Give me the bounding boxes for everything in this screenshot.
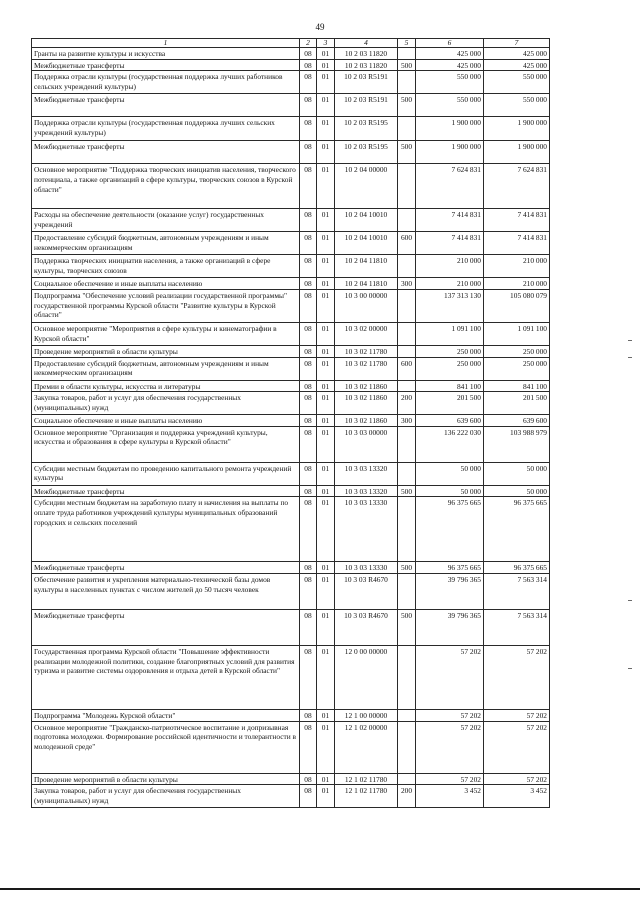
- row-amount-2-cell: 3 452: [484, 785, 550, 808]
- table-row: [32, 646, 550, 710]
- row-expense-type-cell: [398, 462, 416, 485]
- row-amount-1-cell: 39 796 365: [416, 574, 484, 610]
- row-name-cell: Закупка товаров, работ и услуг для обеспечения государственных (муниципальных) нужд: [32, 785, 300, 808]
- row-target-code-cell: 10 3 02 11860: [335, 392, 398, 415]
- row-section-cell: 08: [300, 485, 317, 497]
- row-subsection-cell: 01: [317, 48, 335, 60]
- row-expense-type-cell: 500: [398, 141, 416, 164]
- row-name-cell: Подпрограмма "Обеспечение условий реализации государственной программы" государственной программы Курской области "Развитие культуры в Курской области": [32, 289, 300, 322]
- header-cell-subsection: 3: [317, 39, 335, 48]
- row-name-cell: Поддержка отрасли культуры (государственная поддержка лучших работников сельских учреждений культуры): [32, 71, 300, 94]
- row-amount-2-cell: 57 202: [484, 721, 550, 773]
- row-amount-1-cell: 136 222 030: [416, 426, 484, 462]
- row-name-cell: Обеспечение развития и укрепления материально-технической базы домов культуры в населенных пунктах с числом жителей до 50 тысяч человек: [32, 574, 300, 610]
- row-target-code-cell: 10 2 04 00000: [335, 164, 398, 209]
- row-amount-2-cell: 425 000: [484, 59, 550, 71]
- row-name-cell: Межбюджетные трансферты: [32, 94, 300, 117]
- header-cell-section: 2: [300, 39, 317, 48]
- row-amount-1-cell: 1 900 000: [416, 117, 484, 141]
- row-target-code-cell: 10 3 03 13320: [335, 485, 398, 497]
- table-row: [32, 232, 550, 255]
- row-amount-1-cell: 7 414 831: [416, 232, 484, 255]
- table-row: [32, 59, 550, 71]
- row-name-cell: Социальное обеспечение и иные выплаты населению: [32, 415, 300, 427]
- row-name-cell: Межбюджетные трансферты: [32, 562, 300, 574]
- row-section-cell: 08: [300, 141, 317, 164]
- row-target-code-cell: 10 3 03 13330: [335, 562, 398, 574]
- row-target-code-cell: 10 3 02 11860: [335, 380, 398, 392]
- table-row: [32, 117, 550, 141]
- table-row: [32, 48, 550, 60]
- row-expense-type-cell: [398, 322, 416, 345]
- row-amount-1-cell: 210 000: [416, 255, 484, 278]
- row-name-cell: Межбюджетные трансферты: [32, 59, 300, 71]
- row-subsection-cell: 01: [317, 164, 335, 209]
- row-subsection-cell: 01: [317, 255, 335, 278]
- row-amount-2-cell: 7 624 831: [484, 164, 550, 209]
- row-amount-2-cell: 550 000: [484, 71, 550, 94]
- row-amount-1-cell: 1 091 100: [416, 322, 484, 345]
- row-section-cell: 08: [300, 278, 317, 290]
- table-row: [32, 357, 550, 380]
- row-subsection-cell: 01: [317, 497, 335, 562]
- row-target-code-cell: 10 2 03 R5191: [335, 94, 398, 117]
- row-section-cell: 08: [300, 59, 317, 71]
- row-expense-type-cell: 500: [398, 562, 416, 574]
- row-expense-type-cell: 300: [398, 415, 416, 427]
- table-row: [32, 574, 550, 610]
- table-row: [32, 380, 550, 392]
- row-name-cell: Основное мероприятие "Организация и поддержка учреждений культуры, искусства и образования в сфере культуры в Курской области": [32, 426, 300, 462]
- row-amount-2-cell: 57 202: [484, 773, 550, 785]
- row-target-code-cell: 10 2 03 11820: [335, 59, 398, 71]
- row-expense-type-cell: [398, 497, 416, 562]
- row-section-cell: 08: [300, 345, 317, 357]
- row-target-code-cell: 10 2 03 11820: [335, 48, 398, 60]
- row-amount-2-cell: 841 100: [484, 380, 550, 392]
- header-cell-name: 1: [32, 39, 300, 48]
- row-target-code-cell: 12 0 00 00000: [335, 646, 398, 710]
- row-section-cell: 08: [300, 646, 317, 710]
- row-section-cell: 08: [300, 773, 317, 785]
- row-target-code-cell: 10 2 04 10010: [335, 232, 398, 255]
- row-amount-1-cell: 57 202: [416, 721, 484, 773]
- row-expense-type-cell: 500: [398, 94, 416, 117]
- row-expense-type-cell: [398, 380, 416, 392]
- row-amount-1-cell: 250 000: [416, 345, 484, 357]
- row-subsection-cell: 01: [317, 278, 335, 290]
- table-row: [32, 426, 550, 462]
- row-amount-2-cell: 7 414 831: [484, 209, 550, 232]
- row-expense-type-cell: [398, 426, 416, 462]
- row-amount-2-cell: 50 000: [484, 485, 550, 497]
- row-amount-1-cell: 425 000: [416, 59, 484, 71]
- row-amount-1-cell: 50 000: [416, 485, 484, 497]
- table-row: [32, 164, 550, 209]
- row-amount-1-cell: 425 000: [416, 48, 484, 60]
- row-amount-2-cell: 103 988 979: [484, 426, 550, 462]
- row-name-cell: Государственная программа Курской области "Повышение эффективности реализации молодежной политики, создание благоприятных условий для развития туризма и развитие системы оздоровления и отдыха детей в Курской области": [32, 646, 300, 710]
- row-name-cell: Премии в области культуры, искусства и литературы: [32, 380, 300, 392]
- row-name-cell: Межбюджетные трансферты: [32, 141, 300, 164]
- row-subsection-cell: 01: [317, 117, 335, 141]
- row-amount-1-cell: 550 000: [416, 71, 484, 94]
- row-expense-type-cell: 500: [398, 610, 416, 646]
- row-expense-type-cell: 500: [398, 485, 416, 497]
- table-header: [32, 39, 550, 48]
- row-section-cell: 08: [300, 255, 317, 278]
- row-expense-type-cell: [398, 71, 416, 94]
- row-section-cell: 08: [300, 71, 317, 94]
- row-amount-1-cell: 7 414 831: [416, 209, 484, 232]
- row-name-cell: Закупка товаров, работ и услуг для обеспечения государственных (муниципальных) нужд: [32, 392, 300, 415]
- row-amount-2-cell: 105 080 079: [484, 289, 550, 322]
- header-cell-amount-2: 7: [484, 39, 550, 48]
- row-target-code-cell: 10 2 04 10010: [335, 209, 398, 232]
- row-name-cell: Социальное обеспечение и иные выплаты населению: [32, 278, 300, 290]
- row-subsection-cell: 01: [317, 610, 335, 646]
- row-expense-type-cell: [398, 710, 416, 722]
- page-bottom-rule: [0, 888, 640, 890]
- row-target-code-cell: 10 2 04 11810: [335, 278, 398, 290]
- row-subsection-cell: 01: [317, 574, 335, 610]
- row-name-cell: Основное мероприятие "Поддержка творческих инициатив населения, творческого потенциала, а также организаций в сфере культуры, творческих союзов в Курской области": [32, 164, 300, 209]
- row-amount-2-cell: 96 375 665: [484, 562, 550, 574]
- table-row: [32, 785, 550, 808]
- row-target-code-cell: 12 1 02 00000: [335, 721, 398, 773]
- row-expense-type-cell: [398, 345, 416, 357]
- table-row: [32, 610, 550, 646]
- row-name-cell: Основное мероприятие "Гражданско-патриотическое воспитание и допризывная подготовка молодежи. Формирование российской идентичности и толерантности в молодежной среде": [32, 721, 300, 773]
- row-subsection-cell: 01: [317, 141, 335, 164]
- table-row: [32, 71, 550, 94]
- row-amount-1-cell: 3 452: [416, 785, 484, 808]
- row-target-code-cell: 12 1 02 11780: [335, 773, 398, 785]
- row-subsection-cell: 01: [317, 392, 335, 415]
- row-target-code-cell: 10 3 03 R4670: [335, 574, 398, 610]
- row-expense-type-cell: [398, 289, 416, 322]
- row-amount-1-cell: 137 313 130: [416, 289, 484, 322]
- row-amount-2-cell: 50 000: [484, 462, 550, 485]
- row-subsection-cell: 01: [317, 773, 335, 785]
- row-expense-type-cell: [398, 646, 416, 710]
- row-target-code-cell: 10 2 03 R5195: [335, 141, 398, 164]
- row-name-cell: Гранты на развитие культуры и искусства: [32, 48, 300, 60]
- row-amount-2-cell: 250 000: [484, 345, 550, 357]
- row-target-code-cell: 10 3 02 11780: [335, 357, 398, 380]
- row-amount-2-cell: 201 500: [484, 392, 550, 415]
- row-subsection-cell: 01: [317, 59, 335, 71]
- header-row: [32, 39, 550, 48]
- table-row: [32, 485, 550, 497]
- row-subsection-cell: 01: [317, 721, 335, 773]
- row-amount-1-cell: 96 375 665: [416, 497, 484, 562]
- row-name-cell: Основное мероприятие "Мероприятия в сфере культуры и кинематографии в Курской области": [32, 322, 300, 345]
- row-amount-2-cell: 210 000: [484, 255, 550, 278]
- row-subsection-cell: 01: [317, 94, 335, 117]
- row-amount-1-cell: 210 000: [416, 278, 484, 290]
- row-target-code-cell: 10 2 04 11810: [335, 255, 398, 278]
- row-subsection-cell: 01: [317, 209, 335, 232]
- row-subsection-cell: 01: [317, 71, 335, 94]
- row-amount-1-cell: 201 500: [416, 392, 484, 415]
- header-cell-amount-1: 6: [416, 39, 484, 48]
- row-section-cell: 08: [300, 574, 317, 610]
- row-section-cell: 08: [300, 610, 317, 646]
- row-name-cell: Межбюджетные трансферты: [32, 610, 300, 646]
- row-target-code-cell: 10 2 03 R5195: [335, 117, 398, 141]
- row-target-code-cell: 12 1 02 11780: [335, 785, 398, 808]
- row-subsection-cell: 01: [317, 232, 335, 255]
- row-subsection-cell: 01: [317, 426, 335, 462]
- table-row: [32, 209, 550, 232]
- row-target-code-cell: 10 3 03 R4670: [335, 610, 398, 646]
- row-amount-1-cell: 639 600: [416, 415, 484, 427]
- table-row: [32, 710, 550, 722]
- row-name-cell: Расходы на обеспечение деятельности (оказание услуг) государственных учреждений: [32, 209, 300, 232]
- row-name-cell: Проведение мероприятий в области культуры: [32, 345, 300, 357]
- table-row: [32, 141, 550, 164]
- row-amount-1-cell: 39 796 365: [416, 610, 484, 646]
- row-expense-type-cell: 200: [398, 392, 416, 415]
- row-expense-type-cell: [398, 117, 416, 141]
- row-name-cell: Предоставление субсидий бюджетным, автономным учреждениям и иным некоммерческим организациям: [32, 232, 300, 255]
- row-amount-1-cell: 50 000: [416, 462, 484, 485]
- table-row: [32, 289, 550, 322]
- row-amount-2-cell: 210 000: [484, 278, 550, 290]
- row-amount-1-cell: 250 000: [416, 357, 484, 380]
- row-expense-type-cell: 500: [398, 59, 416, 71]
- row-subsection-cell: 01: [317, 357, 335, 380]
- row-amount-1-cell: 7 624 831: [416, 164, 484, 209]
- row-section-cell: 08: [300, 415, 317, 427]
- row-section-cell: 08: [300, 380, 317, 392]
- row-expense-type-cell: [398, 48, 416, 60]
- row-target-code-cell: 10 3 03 13330: [335, 497, 398, 562]
- row-amount-2-cell: 7 563 314: [484, 574, 550, 610]
- table-row: [32, 278, 550, 290]
- row-amount-2-cell: 550 000: [484, 94, 550, 117]
- row-section-cell: 08: [300, 426, 317, 462]
- row-section-cell: 08: [300, 562, 317, 574]
- row-amount-1-cell: 57 202: [416, 710, 484, 722]
- budget-table: [31, 38, 550, 808]
- row-expense-type-cell: 200: [398, 785, 416, 808]
- row-section-cell: 08: [300, 289, 317, 322]
- row-subsection-cell: 01: [317, 462, 335, 485]
- row-section-cell: 08: [300, 462, 317, 485]
- row-amount-1-cell: 57 202: [416, 646, 484, 710]
- row-name-cell: Межбюджетные трансферты: [32, 485, 300, 497]
- page-number: 49: [315, 22, 325, 32]
- row-target-code-cell: 10 3 02 11860: [335, 415, 398, 427]
- table-row: [32, 773, 550, 785]
- table-row: [32, 345, 550, 357]
- header-cell-expense-type: 5: [398, 39, 416, 48]
- table-row: [32, 462, 550, 485]
- row-section-cell: 08: [300, 209, 317, 232]
- row-expense-type-cell: [398, 574, 416, 610]
- header-cell-target-code: 4: [335, 39, 398, 48]
- row-target-code-cell: 10 3 03 00000: [335, 426, 398, 462]
- row-section-cell: 08: [300, 497, 317, 562]
- row-subsection-cell: 01: [317, 710, 335, 722]
- row-name-cell: Поддержка творческих инициатив населения, а также организаций в сфере культуры, творческих союзов: [32, 255, 300, 278]
- row-section-cell: 08: [300, 117, 317, 141]
- row-expense-type-cell: 600: [398, 232, 416, 255]
- row-section-cell: 08: [300, 721, 317, 773]
- row-subsection-cell: 01: [317, 345, 335, 357]
- table-row: [32, 94, 550, 117]
- row-subsection-cell: 01: [317, 646, 335, 710]
- row-subsection-cell: 01: [317, 785, 335, 808]
- row-subsection-cell: 01: [317, 289, 335, 322]
- table-row: [32, 392, 550, 415]
- row-target-code-cell: 12 1 00 00000: [335, 710, 398, 722]
- row-target-code-cell: 10 3 03 13320: [335, 462, 398, 485]
- row-name-cell: Предоставление субсидий бюджетным, автономным учреждениям и иным некоммерческим организациям: [32, 357, 300, 380]
- budget-table-container: [31, 38, 550, 808]
- row-section-cell: 08: [300, 710, 317, 722]
- row-section-cell: 08: [300, 48, 317, 60]
- scan-margin-marks: [628, 0, 634, 905]
- row-amount-2-cell: 7 563 314: [484, 610, 550, 646]
- row-name-cell: Субсидии местным бюджетам по проведению капитального ремонта учреждений культуры: [32, 462, 300, 485]
- row-subsection-cell: 01: [317, 415, 335, 427]
- row-amount-2-cell: 425 000: [484, 48, 550, 60]
- row-section-cell: 08: [300, 392, 317, 415]
- table-row: [32, 497, 550, 562]
- row-target-code-cell: 10 3 00 00000: [335, 289, 398, 322]
- row-amount-2-cell: 96 375 665: [484, 497, 550, 562]
- row-section-cell: 08: [300, 785, 317, 808]
- row-expense-type-cell: [398, 773, 416, 785]
- row-expense-type-cell: [398, 209, 416, 232]
- row-name-cell: Поддержка отрасли культуры (государственная поддержка лучших сельских учреждений культуры): [32, 117, 300, 141]
- table-body: [32, 48, 550, 808]
- row-name-cell: Проведение мероприятий в области культуры: [32, 773, 300, 785]
- row-amount-1-cell: 96 375 665: [416, 562, 484, 574]
- row-expense-type-cell: [398, 721, 416, 773]
- row-amount-2-cell: 57 202: [484, 646, 550, 710]
- row-section-cell: 08: [300, 357, 317, 380]
- row-subsection-cell: 01: [317, 322, 335, 345]
- row-target-code-cell: 10 3 02 11780: [335, 345, 398, 357]
- row-amount-2-cell: 1 091 100: [484, 322, 550, 345]
- row-target-code-cell: 10 2 03 R5191: [335, 71, 398, 94]
- row-amount-2-cell: 1 900 000: [484, 141, 550, 164]
- row-name-cell: Подпрограмма "Молодежь Курской области": [32, 710, 300, 722]
- row-subsection-cell: 01: [317, 380, 335, 392]
- row-target-code-cell: 10 3 02 00000: [335, 322, 398, 345]
- row-subsection-cell: 01: [317, 562, 335, 574]
- row-amount-2-cell: 57 202: [484, 710, 550, 722]
- row-expense-type-cell: [398, 164, 416, 209]
- table-row: [32, 721, 550, 773]
- row-name-cell: Субсидии местным бюджетам на заработную плату и начисления на выплаты по оплате труда работников учреждений культуры муниципальных образований городских и сельских поселений: [32, 497, 300, 562]
- row-amount-1-cell: 841 100: [416, 380, 484, 392]
- row-amount-1-cell: 1 900 000: [416, 141, 484, 164]
- row-section-cell: 08: [300, 232, 317, 255]
- table-row: [32, 415, 550, 427]
- row-expense-type-cell: 300: [398, 278, 416, 290]
- row-amount-2-cell: 7 414 831: [484, 232, 550, 255]
- row-section-cell: 08: [300, 164, 317, 209]
- table-row: [32, 255, 550, 278]
- row-amount-1-cell: 57 202: [416, 773, 484, 785]
- row-section-cell: 08: [300, 94, 317, 117]
- row-section-cell: 08: [300, 322, 317, 345]
- row-subsection-cell: 01: [317, 485, 335, 497]
- row-amount-2-cell: 639 600: [484, 415, 550, 427]
- row-expense-type-cell: [398, 255, 416, 278]
- row-amount-1-cell: 550 000: [416, 94, 484, 117]
- row-amount-2-cell: 250 000: [484, 357, 550, 380]
- table-row: [32, 562, 550, 574]
- table-row: [32, 322, 550, 345]
- row-amount-2-cell: 1 900 000: [484, 117, 550, 141]
- row-expense-type-cell: 600: [398, 357, 416, 380]
